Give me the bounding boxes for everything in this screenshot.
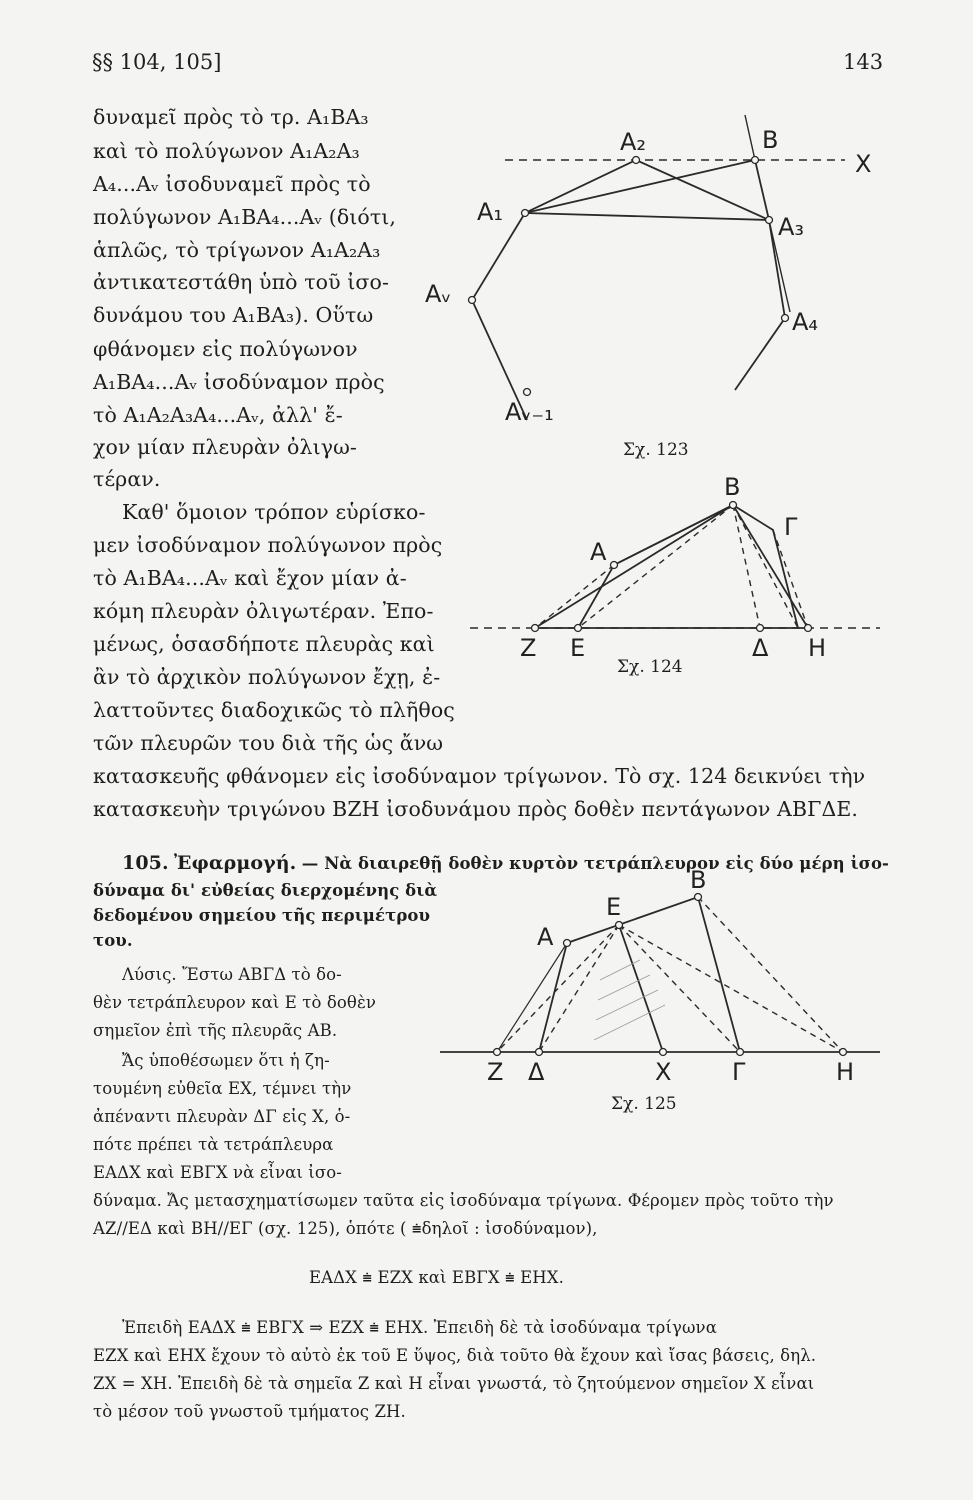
fig125-hatch-2 <box>598 975 650 1000</box>
fig123-label-A2: A₂ <box>620 128 647 156</box>
col1-line-19: λαττοῦντες διαδοχικῶς τὸ πλῆθος <box>93 698 455 722</box>
full3-line-3: ΖΧ = ΧΗ. Ἐπειδὴ δὲ τὰ σημεῖα Ζ καὶ Η εἶναι γνωστά, τὸ ζητούμενον σημεῖον Χ εἶναι <box>93 1374 815 1393</box>
fig124-label-D: Δ <box>752 634 769 662</box>
fig124-label-E: E <box>570 634 586 662</box>
col2-line-2: θὲν τετράπλευρον καὶ Ε τὸ δοθὲν <box>93 993 377 1012</box>
col2-line-5: τουμένη εὐθεῖα ΕΧ, τέμνει τὴν <box>93 1079 352 1098</box>
fig125-hatch-4 <box>594 1005 665 1040</box>
fig125-point-D <box>536 1049 543 1056</box>
col1-line-9: A₁BA₄...Aᵥ ἰσοδύναμον πρὸς <box>93 370 385 394</box>
col2-line-4: Ἄς ὑποθέσωμεν ὅτι ἡ ζη- <box>122 1051 330 1070</box>
fig124-label-H: H <box>808 634 827 662</box>
full3-line-4: τὸ μέσον τοῦ γνωστοῦ τμήματος ΖΗ. <box>93 1402 406 1421</box>
fig124-label-B: B <box>724 473 741 501</box>
fig125-dash-E-H <box>619 925 843 1052</box>
fig125-label-H: H <box>836 1058 855 1086</box>
fig125-label-Z: Z <box>487 1058 504 1086</box>
fig125-point-G <box>737 1049 744 1056</box>
page-header-section: §§ 104, 105] <box>92 50 222 74</box>
full2-line-2: ΑΖ//ΕΔ καὶ ΒΗ//ΕΓ (σχ. 125), ὁπότε ( ⩧δηλοῖ : ἰσοδύναμον), <box>93 1219 598 1238</box>
col1-line-8: φθάνομεν εἰς πολύγωνον <box>93 337 358 361</box>
fig125-point-E <box>616 922 623 929</box>
fig125-label-E: E <box>606 893 622 921</box>
s105-title: Ἐφαρμογή. <box>174 852 297 874</box>
fig123-label-Av: Aᵥ <box>425 280 452 308</box>
full2-line-1: δύναμα. Ἄς μετασχηματίσωμεν ταῦτα εἰς ἰσοδύναμα τρίγωνα. Φέρομεν πρὸς τοῦτο τὴν <box>93 1191 834 1210</box>
fig125-caption: Σχ. 125 <box>611 1094 677 1114</box>
fig125-label-D: Δ <box>528 1058 545 1086</box>
s105-statement-2: δύναμα δι' εὐθείας διερχομένης διὰ <box>93 881 438 900</box>
fig123-label-A4: A₄ <box>792 308 819 336</box>
col2-line-7: πότε πρέπει τὰ τετράπλευρα <box>93 1135 334 1154</box>
fig125-point-B <box>695 894 702 901</box>
full3-line-1: Ἐπειδὴ ΕΑΔΧ ⩧ ΕΒΓΧ ⇒ ΕΖΧ ⩧ ΕΗΧ. Ἐπειδὴ δὲ τὰ ἰσοδύναμα τρίγωνα <box>122 1318 717 1337</box>
col1-line-3: A₄...Aᵥ ἰσοδυναμεῖ πρὸς τὸ <box>93 172 371 196</box>
fig125-quadrilateral <box>539 897 740 1052</box>
fig124-caption: Σχ. 124 <box>617 657 683 677</box>
s105-number: 105. <box>122 852 169 874</box>
page-number: 143 <box>843 50 884 74</box>
fig124-label-A: A <box>590 538 607 566</box>
s105-statement-4: του. <box>93 931 133 950</box>
fig125-dash-E-Z <box>497 925 619 1052</box>
col1-line-14: μεν ἰσοδύναμον πολύγωνον πρὸς <box>93 533 443 557</box>
fig123-label-X: X <box>855 150 872 178</box>
s105-statement-3: δεδομένου σημείου τῆς περιμέτρου <box>93 906 431 925</box>
fig123-caption: Σχ. 123 <box>623 440 689 460</box>
fig125-line-Z-E-lower <box>497 943 567 1052</box>
fig125-label-X: X <box>655 1058 672 1086</box>
col1-line-7: δυνάμου του A₁BA₃). Οὕτω <box>93 303 374 327</box>
fig125-line-E-X <box>619 925 663 1052</box>
fig125-point-A <box>564 940 571 947</box>
s105-statement: — Νὰ διαιρεθῇ δοθὲν κυρτὸν τετράπλευρον εἰς δύο μέρη ἰσο- <box>301 854 890 873</box>
fig123-label-Av1: Aᵥ₋₁ <box>505 398 554 426</box>
fig125-hatch-3 <box>596 990 658 1020</box>
full1-line-1: κατασκευῆς φθάνομεν εἰς ἰσοδύναμον τρίγωνον. Τὸ σχ. 124 δεικνύει τὴν <box>93 764 866 788</box>
fig125-dash-E-G <box>619 925 740 1052</box>
full3-line-2: ΕΖΧ καὶ ΕΗΧ ἔχουν τὸ αὐτὸ ἐκ τοῦ Ε ὕψος, διὰ τοῦτο θὰ ἔχουν καὶ ἴσας βάσεις, δηλ. <box>93 1346 817 1365</box>
full1-line-2: κατασκευὴν τριγώνου BZH ἰσοδυνάμου πρὸς δοθὲν πεντάγωνον ΑΒΓΔΕ. <box>93 797 859 821</box>
fig125-label-G: Γ <box>732 1058 746 1086</box>
fig125-label-A: A <box>537 923 554 951</box>
col1-line-17: μένως, ὁσασδήποτε πλευρὰς καὶ <box>93 632 435 656</box>
col1-line-2: καὶ τὸ πολύγωνον A₁A₂A₃ <box>93 139 360 163</box>
fig123-label-B: B <box>762 126 779 154</box>
col1-line-4: πολύγωνον A₁BA₄...Aᵥ (διότι, <box>93 205 397 229</box>
col1-line-12: τέραν. <box>93 467 161 491</box>
fig125-point-H <box>840 1049 847 1056</box>
col1-line-18: ἂν τὸ ἀρχικὸν πολύγωνον ἔχῃ, ἐ- <box>93 665 441 689</box>
col2-line-3: σημεῖον ἐπὶ τῆς πλευρᾶς ΑΒ. <box>93 1021 338 1040</box>
fig123-label-A1: A₁ <box>477 198 504 226</box>
fig123-label-A3: A₃ <box>778 213 805 241</box>
col2-line-8: ΕΑΔΧ καὶ ΕΒΓΧ νὰ εἶναι ἰσο- <box>93 1163 342 1182</box>
col1-line-15: τὸ A₁BA₄...Aᵥ καὶ ἔχον μίαν ἀ- <box>93 566 407 590</box>
col1-line-5: ἁπλῶς, τὸ τρίγωνον A₁A₂A₃ <box>93 238 381 262</box>
fig125-point-Z <box>494 1049 501 1056</box>
col1-line-6: ἀντικατεστάθη ὑπὸ τοῦ ἰσο- <box>93 270 389 294</box>
col2-line-6: ἀπέναντι πλευρὰν ΔΓ εἰς Χ, ὁ- <box>93 1107 351 1126</box>
fig125-label-B: B <box>690 866 707 894</box>
col1-line-20: τῶν πλευρῶν του διὰ τῆς ὡς ἄνω <box>93 731 444 755</box>
fig124-label-G: Γ <box>784 513 798 541</box>
col1-line-10: τὸ A₁A₂A₃A₄...Aᵥ, ἀλλ' ἔ- <box>93 403 343 427</box>
col2-line-1: Λύσις. Ἔστω ΑΒΓΔ τὸ δο- <box>122 965 342 984</box>
col1-line-16: κόμη πλευρὰν ὀλιγωτέραν. Ἐπο- <box>93 599 434 623</box>
equation: ΕΑΔΧ ⩧ ΕΖΧ καὶ ΕΒΓΧ ⩧ ΕΗΧ. <box>309 1268 564 1287</box>
fig125-point-X <box>660 1049 667 1056</box>
col1-line-1: δυναμεῖ πρὸς τὸ τρ. A₁BA₃ <box>93 105 369 129</box>
fig124-label-Z: Z <box>520 634 537 662</box>
col1-line-13: Καθ' ὅμοιον τρόπον εὑρίσκο- <box>122 500 426 524</box>
col1-line-11: χον μίαν πλευρὰν ὀλιγω- <box>93 435 357 459</box>
